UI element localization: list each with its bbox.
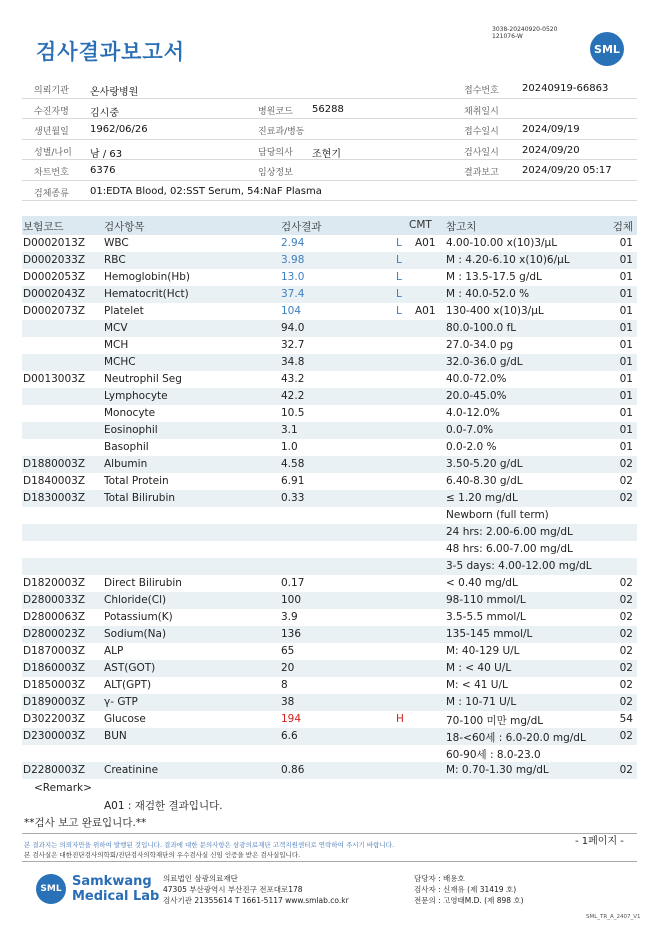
result-specimen: 01 (619, 271, 633, 283)
result-code: D1830003Z (23, 492, 86, 504)
table-row (22, 677, 637, 694)
info-label: 의뢰기관 (34, 86, 69, 96)
result-reference: < 0.40 mg/dL (446, 577, 518, 589)
result-value: 2.94 (281, 237, 305, 249)
result-reference: 60-90세 : 8.0-23.0 (446, 749, 541, 761)
result-item: Creatinine (104, 764, 159, 776)
form-number: SML_TR_A_2407_V1 (586, 914, 641, 920)
result-value: 0.17 (281, 577, 305, 589)
result-cmt: A01 (415, 305, 436, 317)
table-row (22, 252, 637, 269)
result-reference: M: 0.70-1.30 mg/dL (446, 764, 549, 776)
result-specimen: 02 (619, 662, 633, 674)
result-value: 65 (281, 645, 295, 657)
result-code: D0002073Z (23, 305, 86, 317)
result-reference: M : 10-71 U/L (446, 696, 517, 708)
info-value: 2024/09/20 05:17 (522, 165, 612, 176)
info-label: 생년월일 (34, 127, 69, 137)
result-specimen: 01 (619, 322, 633, 334)
result-specimen: 02 (619, 730, 633, 742)
info-label: 접수번호 (464, 86, 499, 96)
result-reference: 80.0-100.0 fL (446, 322, 517, 334)
table-row (22, 354, 637, 371)
result-specimen: 02 (619, 645, 633, 657)
result-item: Hematocrit(Hct) (104, 288, 189, 300)
table-row (22, 388, 637, 405)
info-value: 2024/09/19 (522, 124, 580, 135)
info-value: 6376 (90, 165, 116, 176)
result-reference: M : < 40 U/L (446, 662, 512, 674)
result-reference: M: 40-129 U/L (446, 645, 520, 657)
result-item: Hemoglobin(Hb) (104, 271, 191, 283)
result-item: MCV (104, 322, 128, 334)
result-code: D1850003Z (23, 679, 86, 691)
info-value: 김시중 (90, 107, 119, 119)
results-header-row (22, 216, 637, 235)
document-code-line1: 3038-20240920-0520 (492, 26, 558, 33)
info-row (22, 160, 637, 181)
table-row (22, 728, 637, 745)
footer-logo-subname: Medical Lab (72, 889, 160, 904)
info-value: 01:EDTA Blood, 02:SST Serum, 54:NaF Plasma (90, 185, 322, 197)
result-reference: M : 13.5-17.5 g/dL (446, 271, 542, 283)
result-code: D1880003Z (23, 458, 86, 470)
result-code: D1840003Z (23, 475, 86, 487)
info-label: 검사일시 (464, 147, 499, 158)
info-value: 온사랑병원 (90, 87, 139, 98)
result-reference: 6.40-8.30 g/dL (446, 475, 523, 487)
result-value: 6.91 (281, 475, 305, 487)
result-value: 37.4 (281, 288, 305, 300)
document-code (492, 26, 557, 40)
table-row (22, 694, 637, 711)
result-specimen: 01 (619, 288, 633, 300)
table-row (22, 609, 637, 626)
table-row (22, 541, 637, 558)
results-table (22, 216, 637, 779)
result-specimen: 02 (619, 764, 633, 776)
result-item: WBC (104, 237, 129, 249)
result-reference: 70-100 미만 mg/dL (446, 715, 544, 727)
result-code: D0002033Z (23, 254, 86, 266)
divider (22, 833, 637, 834)
result-specimen: 01 (619, 254, 633, 266)
header-item: 검사항목 (104, 221, 145, 233)
result-specimen: 02 (619, 594, 633, 606)
table-row (22, 371, 637, 388)
table-row (22, 422, 637, 439)
result-value: 194 (281, 713, 302, 725)
result-reference: 24 hrs: 2.00-6.00 mg/dL (446, 526, 573, 538)
result-item: Neutrophil Seg (104, 373, 182, 385)
result-value: 6.6 (281, 730, 298, 742)
result-value: 104 (281, 305, 302, 317)
footer-org: 의료법인 삼광의료재단 (163, 874, 238, 883)
result-reference: 0.0-2.0 % (446, 441, 497, 453)
result-item: Sodium(Na) (104, 628, 167, 640)
result-item: Potassium(K) (104, 611, 173, 623)
result-code: D1890003Z (23, 696, 86, 708)
table-row (22, 439, 637, 456)
result-flag: L (396, 271, 402, 283)
result-item: ALP (104, 645, 124, 657)
info-value: 남 / 63 (90, 148, 123, 160)
table-row (22, 337, 637, 354)
result-code: D2800023Z (23, 628, 86, 640)
info-label: 채취일시 (464, 106, 499, 117)
table-row (22, 524, 637, 541)
table-row (22, 762, 637, 779)
result-code: D0002043Z (23, 288, 86, 300)
table-row (22, 235, 637, 252)
result-value: 38 (281, 696, 295, 708)
info-value: 20240919-66863 (522, 83, 609, 94)
result-flag: H (396, 713, 404, 725)
footer-logo-name: Samkwang (72, 874, 152, 889)
result-code: D2800063Z (23, 611, 86, 623)
divider (22, 861, 637, 862)
result-reference: M : 40.0-52.0 % (446, 288, 530, 300)
table-row (22, 269, 637, 286)
info-row (22, 99, 637, 120)
footer-address: 47305 부산광역시 부산진구 전포대로178 (163, 885, 303, 894)
header-specimen: 검체 (612, 221, 633, 233)
result-value: 8 (281, 679, 288, 691)
info-value: 조현기 (312, 148, 341, 160)
info-row (22, 119, 637, 140)
info-label: 담당의사 (258, 147, 293, 158)
header-reference: 참고치 (446, 221, 477, 233)
result-value: 136 (281, 628, 302, 640)
footer-sign-manager: 담당자 : 배용호 (414, 874, 465, 883)
result-specimen: 02 (619, 696, 633, 708)
result-code: D1860003Z (23, 662, 86, 674)
result-item: Monocyte (104, 407, 156, 419)
result-item: Total Protein (104, 475, 169, 487)
document-code-line2: 121076-W (492, 33, 523, 40)
table-row (22, 286, 637, 303)
remark-a01: A01 : 재검한 결과입니다. (104, 800, 223, 812)
info-label: 진료과/병동 (258, 127, 305, 137)
table-row (22, 558, 637, 575)
table-row (22, 592, 637, 609)
result-item: Chloride(Cl) (104, 594, 167, 606)
header-cmt: CMT (409, 219, 432, 231)
result-item: Lymphocyte (104, 390, 168, 402)
table-row (22, 575, 637, 592)
certification-note: 본 검사실은 대한진단검사의학회/진단검사의학재단의 우수검사실 신임 인증을 받은 검사실입니다. (24, 851, 301, 859)
result-specimen: 02 (619, 577, 633, 589)
disclaimer-note: 본 결과지는 의뢰자만을 위하여 발행된 것입니다. 결과에 대한 문의사항은 삼광의료재단 고객지원센터로 연락하여 주시기 바랍니다. (24, 841, 395, 849)
footer-sign-tester: 검사자 : 신재유 (제 31419 호) (414, 885, 517, 894)
info-row (22, 181, 637, 202)
patient-info-table (22, 78, 637, 201)
table-row (22, 456, 637, 473)
result-reference: 40.0-72.0% (446, 373, 507, 385)
result-specimen: 01 (619, 305, 633, 317)
result-specimen: 01 (619, 441, 633, 453)
result-code: D1820003Z (23, 577, 86, 589)
result-reference: 4.0-12.0% (446, 407, 500, 419)
footer-logo-icon: SML (36, 874, 66, 904)
result-specimen: 01 (619, 390, 633, 402)
result-value: 94.0 (281, 322, 305, 334)
results-body (22, 235, 637, 779)
result-specimen: 02 (619, 492, 633, 504)
result-reference: M : 4.20-6.10 x(10)6/μL (446, 254, 570, 266)
result-item: Basophil (104, 441, 149, 453)
result-specimen: 01 (619, 407, 633, 419)
info-label: 수진자명 (34, 106, 69, 117)
info-label: 결과보고 (464, 168, 499, 178)
result-reference: 3.50-5.20 g/dL (446, 458, 523, 470)
page-title: 검사결과보고서 (36, 40, 186, 64)
result-item: Glucose (104, 713, 146, 725)
result-specimen: 02 (619, 679, 633, 691)
result-reference: 20.0-45.0% (446, 390, 507, 402)
result-value: 42.2 (281, 390, 305, 402)
result-item: ALT(GPT) (104, 679, 152, 691)
info-label: 병원코드 (258, 106, 293, 117)
result-flag: L (396, 237, 402, 249)
table-row (22, 320, 637, 337)
table-row (22, 507, 637, 524)
table-row (22, 660, 637, 677)
result-value: 4.58 (281, 458, 305, 470)
result-value: 3.1 (281, 424, 298, 436)
result-item: Eosinophil (104, 424, 158, 436)
header-result: 검사결과 (281, 221, 322, 233)
result-reference: ≤ 1.20 mg/dL (446, 492, 518, 504)
header-code: 보험코드 (23, 221, 64, 233)
result-value: 10.5 (281, 407, 305, 419)
info-row (22, 78, 637, 99)
result-value: 100 (281, 594, 302, 606)
result-specimen: 01 (619, 424, 633, 436)
result-value: 3.98 (281, 254, 305, 266)
result-item: γ- GTP (104, 696, 138, 708)
result-item: Albumin (104, 458, 148, 470)
result-item: AST(GOT) (104, 662, 156, 674)
table-row (22, 405, 637, 422)
result-value: 34.8 (281, 356, 305, 368)
result-specimen: 01 (619, 373, 633, 385)
result-specimen: 02 (619, 458, 633, 470)
result-value: 20 (281, 662, 295, 674)
result-reference: Newborn (full term) (446, 509, 549, 521)
result-cmt: A01 (415, 237, 436, 249)
result-specimen: 54 (619, 713, 633, 725)
result-item: RBC (104, 254, 126, 266)
result-code: D2800033Z (23, 594, 86, 606)
result-specimen: 01 (619, 237, 633, 249)
page-number: - 1페이지 - (575, 836, 624, 847)
result-flag: L (396, 288, 402, 300)
result-reference: 4.00-10.00 x(10)3/μL (446, 237, 558, 249)
result-specimen: 01 (619, 339, 633, 351)
result-code: D0002013Z (23, 237, 86, 249)
info-row (22, 140, 637, 161)
result-value: 13.0 (281, 271, 305, 283)
result-flag: L (396, 254, 402, 266)
result-item: Platelet (104, 305, 144, 317)
report-complete-text: **검사 보고 완료입니다.** (24, 817, 147, 829)
result-specimen: 02 (619, 628, 633, 640)
info-label: 임상정보 (258, 168, 293, 178)
result-specimen: 02 (619, 611, 633, 623)
result-reference: 48 hrs: 6.00-7.00 mg/dL (446, 543, 573, 555)
sml-logo: SML (590, 32, 624, 66)
result-value: 43.2 (281, 373, 305, 385)
result-value: 0.86 (281, 764, 305, 776)
result-value: 0.33 (281, 492, 305, 504)
info-label: 검체종류 (34, 188, 69, 199)
table-row (22, 490, 637, 507)
result-value: 3.9 (281, 611, 298, 623)
result-reference: 18-<60세 : 6.0-20.0 mg/dL (446, 732, 586, 744)
table-row (22, 626, 637, 643)
result-reference: 0.0-7.0% (446, 424, 494, 436)
table-row (22, 303, 637, 320)
result-reference: 130-400 x(10)3/μL (446, 305, 544, 317)
result-item: MCH (104, 339, 129, 351)
info-label: 접수일시 (464, 127, 499, 137)
result-value: 1.0 (281, 441, 298, 453)
remark-title: <Remark> (34, 782, 92, 794)
table-row (22, 643, 637, 660)
info-label: 성별/나이 (34, 147, 72, 158)
result-reference: 135-145 mmol/L (446, 628, 533, 640)
info-value: 2024/09/20 (522, 144, 580, 156)
result-flag: L (396, 305, 402, 317)
info-value: 56288 (312, 103, 344, 115)
result-specimen: 01 (619, 356, 633, 368)
table-row (22, 745, 637, 762)
table-row (22, 473, 637, 490)
result-code: D3022003Z (23, 713, 86, 725)
result-reference: 98-110 mmol/L (446, 594, 526, 606)
result-reference: 32.0-36.0 g/dL (446, 356, 523, 368)
result-reference: M: < 41 U/L (446, 679, 508, 691)
result-value: 32.7 (281, 339, 305, 351)
result-specimen: 02 (619, 475, 633, 487)
result-reference: 27.0-34.0 pg (446, 339, 514, 351)
result-code: D2280003Z (23, 764, 86, 776)
result-code: D0002053Z (23, 271, 86, 283)
result-code: D2300003Z (23, 730, 86, 742)
footer-contact: 검사기관 21355614 T 1661-5117 www.smlab.co.kr (163, 896, 349, 905)
result-item: MCHC (104, 356, 136, 368)
info-label: 차트번호 (34, 168, 69, 178)
table-row (22, 711, 637, 728)
result-item: Direct Bilirubin (104, 577, 182, 589)
result-item: Total Bilirubin (104, 492, 176, 504)
result-code: D0013003Z (23, 373, 86, 385)
result-reference: 3.5-5.5 mmol/L (446, 611, 526, 623)
result-reference: 3-5 days: 4.00-12.00 mg/dL (446, 560, 592, 572)
footer-sign-specialist: 전문의 : 고영태M.D. (제 898 호) (414, 896, 524, 905)
info-value: 1962/06/26 (90, 124, 148, 135)
result-code: D1870003Z (23, 645, 86, 657)
result-item: BUN (104, 730, 127, 742)
